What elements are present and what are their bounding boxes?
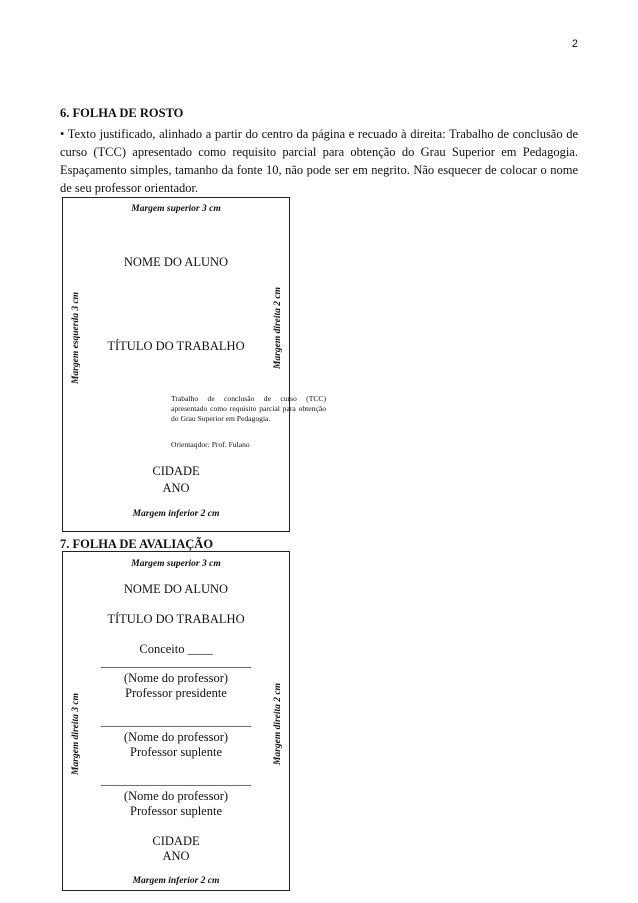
margem-direita-label: Margem direita 2 cm <box>273 286 283 370</box>
margem-direita-label: Margem direita 2 cm <box>273 682 283 766</box>
folha-avaliacao-frame <box>62 551 290 891</box>
trabalho-descricao: Trabalho de conclusão de curso (TCC) apresentado como requisito parcial para obtenção do Grau Superior em Pedagogia. <box>171 394 326 424</box>
margem-inferior-label: Margem inferior 2 cm <box>132 876 220 886</box>
nome-aluno: NOME DO ALUNO <box>123 582 229 596</box>
orientador: Orientaqdor: Prof. Fulano <box>171 440 250 449</box>
section-6-text: • Texto justificado, alinhado a partir do centro da página e recuado à direita: Trabalho de conclusão de curso (TCC) apresentado como requisito parcial para obtenção do Grau Superior em Pedagogia. Espaçamento simples, tamanho da fonte 10, não pode ser em negrito. Não esquecer de colocar o nome de seu professor orientador. <box>60 127 578 195</box>
titulo-trabalho: TÍTULO DO TRABALHO <box>107 612 245 626</box>
nome-aluno: NOME DO ALUNO <box>123 255 229 269</box>
page-number: 2 <box>571 38 578 50</box>
professor-1-nome: (Nome do professor) <box>123 671 229 685</box>
margem-inferior-label: Margem inferior 2 cm <box>132 509 220 519</box>
ano: ANO <box>162 481 190 495</box>
folha-rosto-frame <box>62 197 326 532</box>
conceito: Conceito ____ <box>139 642 213 656</box>
signature-line-3: ________________________ <box>101 773 251 787</box>
margem-esquerda-label: Margem esquerda 3 cm <box>71 291 81 385</box>
professor-1-funcao: Professor presidente <box>125 686 227 700</box>
signature-line-2: ________________________ <box>101 714 251 728</box>
margem-superior-label: Margem superior 3 cm <box>131 559 221 569</box>
section-6-title: 6. FOLHA DE ROSTO <box>60 106 184 120</box>
signature-line-1: ________________________ <box>101 655 251 669</box>
margem-superior-label: Margem superior 3 cm <box>131 204 221 214</box>
professor-2-nome: (Nome do professor) <box>123 730 229 744</box>
margem-esquerda-label: Margem direita 3 cm <box>71 692 81 776</box>
professor-3-nome: (Nome do professor) <box>123 789 229 803</box>
cidade: CIDADE <box>152 464 200 478</box>
ano: ANO <box>162 849 190 863</box>
section-7-title: 7. FOLHA DE AVALIAÇÃO <box>60 537 214 551</box>
professor-3-funcao: Professor suplente <box>130 804 222 818</box>
cidade: CIDADE <box>152 834 200 848</box>
titulo-trabalho: TÍTULO DO TRABALHO <box>107 339 245 353</box>
professor-2-funcao: Professor suplente <box>130 745 222 759</box>
